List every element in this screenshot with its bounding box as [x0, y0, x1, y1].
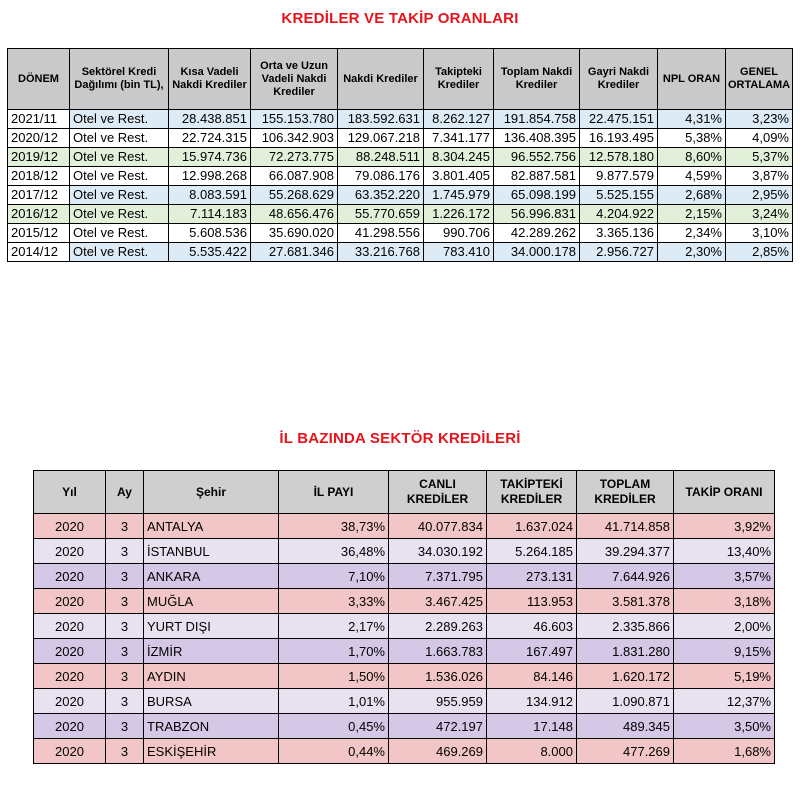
npl-ratio-cell: 9,15%	[674, 639, 775, 664]
active-credits-cell: 1.663.783	[389, 639, 487, 664]
npl-ratio-cell: 3,92%	[674, 514, 775, 539]
non-cash-cell: 4.204.922	[580, 205, 658, 224]
npl-ratio-cell: 1,68%	[674, 739, 775, 764]
month-cell: 3	[106, 589, 144, 614]
sector-cell: Otel ve Rest.	[70, 205, 169, 224]
column-header: NPL ORAN	[658, 49, 726, 110]
npl-ratio-cell: 2,68%	[658, 186, 726, 205]
year-cell: 2020	[34, 689, 106, 714]
non-cash-cell: 2.956.727	[580, 243, 658, 262]
table-row	[34, 514, 775, 539]
year-cell: 2020	[34, 514, 106, 539]
npl-credits-cell: 167.497	[487, 639, 577, 664]
sector-cell: Otel ve Rest.	[70, 186, 169, 205]
province-share-cell: 0,44%	[279, 739, 389, 764]
general-avg-cell: 3,24%	[726, 205, 793, 224]
non-cash-cell: 3.365.136	[580, 224, 658, 243]
column-header: Toplam Nakdi Krediler	[494, 49, 580, 110]
mid-long-term-cell: 106.342.903	[251, 129, 338, 148]
province-credits-table	[33, 470, 775, 764]
total-credits-cell: 1.090.871	[577, 689, 674, 714]
cash-credits-cell: 41.298.556	[338, 224, 424, 243]
total-credits-cell: 7.644.926	[577, 564, 674, 589]
period-cell: 2019/12	[8, 148, 70, 167]
column-header: Takipteki Krediler	[424, 49, 494, 110]
table-row	[34, 589, 775, 614]
short-term-cell: 28.438.851	[169, 110, 251, 129]
active-credits-cell: 472.197	[389, 714, 487, 739]
short-term-cell: 8.083.591	[169, 186, 251, 205]
general-avg-cell: 3,87%	[726, 167, 793, 186]
column-header: TAKİP ORANI	[674, 471, 775, 514]
column-header: TOPLAM KREDİLER	[577, 471, 674, 514]
npl-credits-cell: 46.603	[487, 614, 577, 639]
table-row	[34, 639, 775, 664]
npl-ratio-cell: 12,37%	[674, 689, 775, 714]
column-header: CANLI KREDİLER	[389, 471, 487, 514]
npl-credits-cell: 84.146	[487, 664, 577, 689]
column-header: Gayri Nakdi Krediler	[580, 49, 658, 110]
table-row	[8, 148, 793, 167]
column-header: Ay	[106, 471, 144, 514]
non-cash-cell: 9.877.579	[580, 167, 658, 186]
city-cell: TRABZON	[144, 714, 279, 739]
total-cash-cell: 136.408.395	[494, 129, 580, 148]
period-cell: 2020/12	[8, 129, 70, 148]
active-credits-cell: 1.536.026	[389, 664, 487, 689]
npl-ratio-cell: 13,40%	[674, 539, 775, 564]
sector-cell: Otel ve Rest.	[70, 167, 169, 186]
short-term-cell: 12.998.268	[169, 167, 251, 186]
month-cell: 3	[106, 639, 144, 664]
npl-credits-cell: 7.341.177	[424, 129, 494, 148]
city-cell: MUĞLA	[144, 589, 279, 614]
column-header: Sektörel Kredi Dağılımı (bin TL),	[70, 49, 169, 110]
active-credits-cell: 2.289.263	[389, 614, 487, 639]
year-cell: 2020	[34, 739, 106, 764]
month-cell: 3	[106, 614, 144, 639]
short-term-cell: 7.114.183	[169, 205, 251, 224]
total-cash-cell: 56.996.831	[494, 205, 580, 224]
column-header: GENEL ORTALAMA	[726, 49, 793, 110]
city-cell: BURSA	[144, 689, 279, 714]
total-cash-cell: 96.552.756	[494, 148, 580, 167]
npl-credits-cell: 1.745.979	[424, 186, 494, 205]
year-cell: 2020	[34, 614, 106, 639]
npl-ratio-cell: 3,57%	[674, 564, 775, 589]
table-row	[34, 689, 775, 714]
short-term-cell: 15.974.736	[169, 148, 251, 167]
total-cash-cell: 65.098.199	[494, 186, 580, 205]
npl-ratio-cell: 8,60%	[658, 148, 726, 167]
npl-credits-cell: 990.706	[424, 224, 494, 243]
npl-credits-cell: 1.637.024	[487, 514, 577, 539]
total-cash-cell: 34.000.178	[494, 243, 580, 262]
cash-credits-cell: 88.248.511	[338, 148, 424, 167]
npl-credits-cell: 8.262.127	[424, 110, 494, 129]
table-header-row	[34, 471, 775, 514]
total-cash-cell: 191.854.758	[494, 110, 580, 129]
non-cash-cell: 22.475.151	[580, 110, 658, 129]
table-row	[8, 205, 793, 224]
active-credits-cell: 955.959	[389, 689, 487, 714]
city-cell: AYDIN	[144, 664, 279, 689]
npl-credits-cell: 134.912	[487, 689, 577, 714]
general-avg-cell: 5,37%	[726, 148, 793, 167]
city-cell: İSTANBUL	[144, 539, 279, 564]
active-credits-cell: 469.269	[389, 739, 487, 764]
column-header: Yıl	[34, 471, 106, 514]
total-credits-cell: 2.335.866	[577, 614, 674, 639]
period-cell: 2014/12	[8, 243, 70, 262]
province-share-cell: 7,10%	[279, 564, 389, 589]
sector-cell: Otel ve Rest.	[70, 243, 169, 262]
npl-credits-cell: 273.131	[487, 564, 577, 589]
province-share-cell: 1,50%	[279, 664, 389, 689]
table-row	[34, 564, 775, 589]
month-cell: 3	[106, 664, 144, 689]
table-row	[8, 167, 793, 186]
cash-credits-cell: 183.592.631	[338, 110, 424, 129]
period-cell: 2021/11	[8, 110, 70, 129]
npl-ratio-cell: 4,31%	[658, 110, 726, 129]
column-header: Şehir	[144, 471, 279, 514]
npl-credits-cell: 113.953	[487, 589, 577, 614]
active-credits-cell: 7.371.795	[389, 564, 487, 589]
year-cell: 2020	[34, 589, 106, 614]
column-header: TAKİPTEKİ KREDİLER	[487, 471, 577, 514]
npl-credits-cell: 3.801.405	[424, 167, 494, 186]
year-cell: 2020	[34, 639, 106, 664]
npl-ratio-cell: 3,18%	[674, 589, 775, 614]
table-row	[34, 614, 775, 639]
cash-credits-cell: 129.067.218	[338, 129, 424, 148]
non-cash-cell: 12.578.180	[580, 148, 658, 167]
total-credits-cell: 3.581.378	[577, 589, 674, 614]
total-credits-cell: 41.714.858	[577, 514, 674, 539]
province-table-title: İL BAZINDA SEKTÖR KREDİLERİ	[279, 430, 521, 447]
year-cell: 2020	[34, 539, 106, 564]
mid-long-term-cell: 27.681.346	[251, 243, 338, 262]
column-header: Kısa Vadeli Nakdi Krediler	[169, 49, 251, 110]
npl-ratio-cell: 2,34%	[658, 224, 726, 243]
province-share-cell: 38,73%	[279, 514, 389, 539]
mid-long-term-cell: 35.690.020	[251, 224, 338, 243]
province-share-cell: 1,70%	[279, 639, 389, 664]
short-term-cell: 22.724.315	[169, 129, 251, 148]
short-term-cell: 5.535.422	[169, 243, 251, 262]
month-cell: 3	[106, 689, 144, 714]
province-share-cell: 2,17%	[279, 614, 389, 639]
table-header-row	[8, 49, 793, 110]
npl-credits-cell: 8.304.245	[424, 148, 494, 167]
province-share-cell: 3,33%	[279, 589, 389, 614]
city-cell: İZMİR	[144, 639, 279, 664]
table-row	[8, 224, 793, 243]
year-cell: 2020	[34, 714, 106, 739]
npl-ratio-cell: 5,19%	[674, 664, 775, 689]
npl-credits-cell: 783.410	[424, 243, 494, 262]
general-avg-cell: 4,09%	[726, 129, 793, 148]
table-row	[8, 110, 793, 129]
table-row	[34, 539, 775, 564]
city-cell: YURT DIŞI	[144, 614, 279, 639]
sector-cell: Otel ve Rest.	[70, 148, 169, 167]
column-header: DÖNEM	[8, 49, 70, 110]
table-row	[34, 714, 775, 739]
period-cell: 2017/12	[8, 186, 70, 205]
month-cell: 3	[106, 514, 144, 539]
cash-credits-cell: 55.770.659	[338, 205, 424, 224]
mid-long-term-cell: 72.273.775	[251, 148, 338, 167]
active-credits-cell: 40.077.834	[389, 514, 487, 539]
credits-npl-table	[7, 48, 793, 262]
column-header: Orta ve Uzun Vadeli Nakdi Krediler	[251, 49, 338, 110]
period-cell: 2015/12	[8, 224, 70, 243]
mid-long-term-cell: 55.268.629	[251, 186, 338, 205]
month-cell: 3	[106, 564, 144, 589]
npl-credits-cell: 17.148	[487, 714, 577, 739]
cash-credits-cell: 79.086.176	[338, 167, 424, 186]
total-credits-cell: 489.345	[577, 714, 674, 739]
active-credits-cell: 3.467.425	[389, 589, 487, 614]
sector-cell: Otel ve Rest.	[70, 129, 169, 148]
city-cell: ANTALYA	[144, 514, 279, 539]
non-cash-cell: 16.193.495	[580, 129, 658, 148]
column-header: Nakdi Krediler	[338, 49, 424, 110]
credits-table-title: KREDİLER VE TAKİP ORANLARI	[281, 10, 519, 27]
period-cell: 2018/12	[8, 167, 70, 186]
province-share-cell: 1,01%	[279, 689, 389, 714]
non-cash-cell: 5.525.155	[580, 186, 658, 205]
table-row	[8, 243, 793, 262]
cash-credits-cell: 33.216.768	[338, 243, 424, 262]
table-row	[34, 664, 775, 689]
period-cell: 2016/12	[8, 205, 70, 224]
npl-ratio-cell: 2,00%	[674, 614, 775, 639]
npl-credits-cell: 8.000	[487, 739, 577, 764]
npl-ratio-cell: 2,30%	[658, 243, 726, 262]
active-credits-cell: 34.030.192	[389, 539, 487, 564]
month-cell: 3	[106, 539, 144, 564]
cash-credits-cell: 63.352.220	[338, 186, 424, 205]
npl-ratio-cell: 3,50%	[674, 714, 775, 739]
short-term-cell: 5.608.536	[169, 224, 251, 243]
province-share-cell: 0,45%	[279, 714, 389, 739]
total-credits-cell: 477.269	[577, 739, 674, 764]
month-cell: 3	[106, 739, 144, 764]
table-row	[8, 186, 793, 205]
general-avg-cell: 2,85%	[726, 243, 793, 262]
total-cash-cell: 42.289.262	[494, 224, 580, 243]
table-row	[8, 129, 793, 148]
sector-cell: Otel ve Rest.	[70, 110, 169, 129]
general-avg-cell: 3,10%	[726, 224, 793, 243]
month-cell: 3	[106, 714, 144, 739]
total-credits-cell: 39.294.377	[577, 539, 674, 564]
general-avg-cell: 2,95%	[726, 186, 793, 205]
year-cell: 2020	[34, 564, 106, 589]
npl-credits-cell: 1.226.172	[424, 205, 494, 224]
sector-cell: Otel ve Rest.	[70, 224, 169, 243]
total-credits-cell: 1.831.280	[577, 639, 674, 664]
column-header: İL PAYI	[279, 471, 389, 514]
npl-ratio-cell: 2,15%	[658, 205, 726, 224]
npl-ratio-cell: 4,59%	[658, 167, 726, 186]
mid-long-term-cell: 66.087.908	[251, 167, 338, 186]
npl-ratio-cell: 5,38%	[658, 129, 726, 148]
general-avg-cell: 3,23%	[726, 110, 793, 129]
total-cash-cell: 82.887.581	[494, 167, 580, 186]
city-cell: ESKİŞEHİR	[144, 739, 279, 764]
npl-credits-cell: 5.264.185	[487, 539, 577, 564]
year-cell: 2020	[34, 664, 106, 689]
city-cell: ANKARA	[144, 564, 279, 589]
mid-long-term-cell: 48.656.476	[251, 205, 338, 224]
total-credits-cell: 1.620.172	[577, 664, 674, 689]
table-row	[34, 739, 775, 764]
mid-long-term-cell: 155.153.780	[251, 110, 338, 129]
province-share-cell: 36,48%	[279, 539, 389, 564]
